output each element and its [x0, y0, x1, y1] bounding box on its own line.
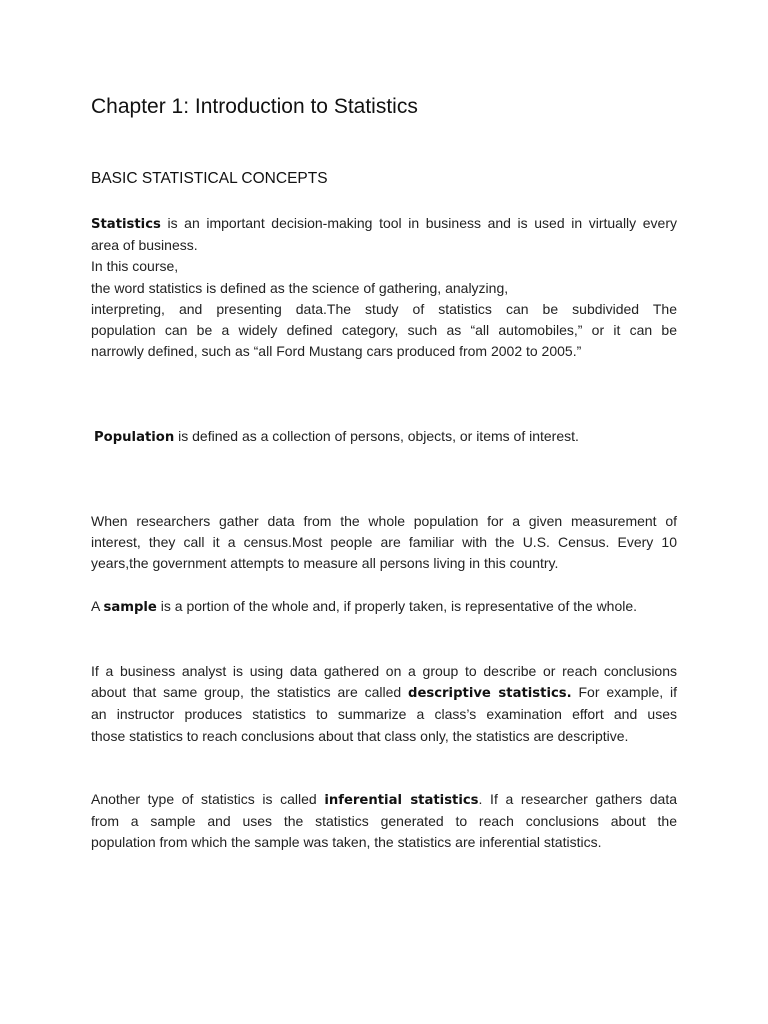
inferential-line-1-rest: . If a researcher gathers data [478, 791, 677, 807]
statistics-line-5: interpreting, and presenting data.The study of statistics can be subdivided The [91, 300, 677, 317]
descriptive-line-3: an instructor produces statistics to summarize a class’s examination effort and uses [91, 706, 677, 723]
descriptive-line-2 [91, 682, 677, 704]
statistics-line-6: population can be a widely defined category, such as “all automobiles,” or it can be [91, 322, 677, 339]
chapter-title: Chapter 1: Introduction to Statistics [91, 95, 418, 118]
descriptive-line-2-rest: For example, if [571, 684, 677, 701]
population-text: is defined as a collection of persons, objects, or items of interest. [174, 428, 579, 444]
census-line-3: years,the government attempts to measure all persons living in this country. [91, 555, 559, 572]
descriptive-paragraph [91, 661, 677, 747]
population-paragraph [94, 426, 680, 448]
census-line-2: interest, they call it a census.Most people are familiar with the U.S. Census. Every 10 [91, 534, 677, 551]
statistics-line-3: In this course, [91, 258, 179, 275]
inferential-line-2: from a sample and uses the statistics generated to reach conclusions about the [91, 813, 677, 830]
statistics-term: Statistics [91, 217, 161, 232]
statistics-line-1-text: is an important decision-making tool in business and is used in virtually every [160, 215, 677, 231]
inferential-paragraph [91, 789, 677, 854]
section-heading: BASIC STATISTICAL CONCEPTS [91, 170, 328, 187]
census-paragraph [91, 511, 677, 575]
descriptive-term: descriptive statistics. [408, 686, 572, 702]
inferential-line-1-prefix: Another type of statistics is called [91, 791, 325, 807]
sample-text: is a portion of the whole and, if properly taken, is representative of the whole. [156, 598, 638, 614]
statistics-line-4: the word statistics is defined as the science of gathering, analyzing, [91, 279, 509, 296]
inferential-term: inferential statistics [324, 793, 479, 808]
statistics-line-1 [91, 213, 677, 235]
population-term: Population [94, 430, 175, 445]
sample-prefix: A [91, 598, 104, 614]
statistics-paragraph [91, 213, 677, 362]
inferential-line-3: population from which the sample was taken, the statistics are inferential statistics. [91, 834, 602, 851]
statistics-line-2: area of business. [91, 237, 198, 254]
sample-line [91, 596, 677, 618]
statistics-line-7: narrowly defined, such as “all Ford Mustang cars produced from 2002 to 2005.” [91, 343, 582, 360]
descriptive-line-4: those statistics to reach conclusions about that class only, the statistics are descriptive. [91, 727, 629, 744]
descriptive-line-1: If a business analyst is using data gathered on a group to describe or reach conclusions [91, 663, 677, 679]
census-line-1: When researchers gather data from the whole population for a given measurement of [91, 513, 677, 529]
inferential-line-1 [91, 789, 677, 811]
descriptive-line-2-prefix: about that same group, the statistics are called [91, 684, 408, 701]
population-line [94, 426, 680, 448]
sample-paragraph [91, 596, 677, 618]
sample-term: sample [103, 600, 157, 615]
